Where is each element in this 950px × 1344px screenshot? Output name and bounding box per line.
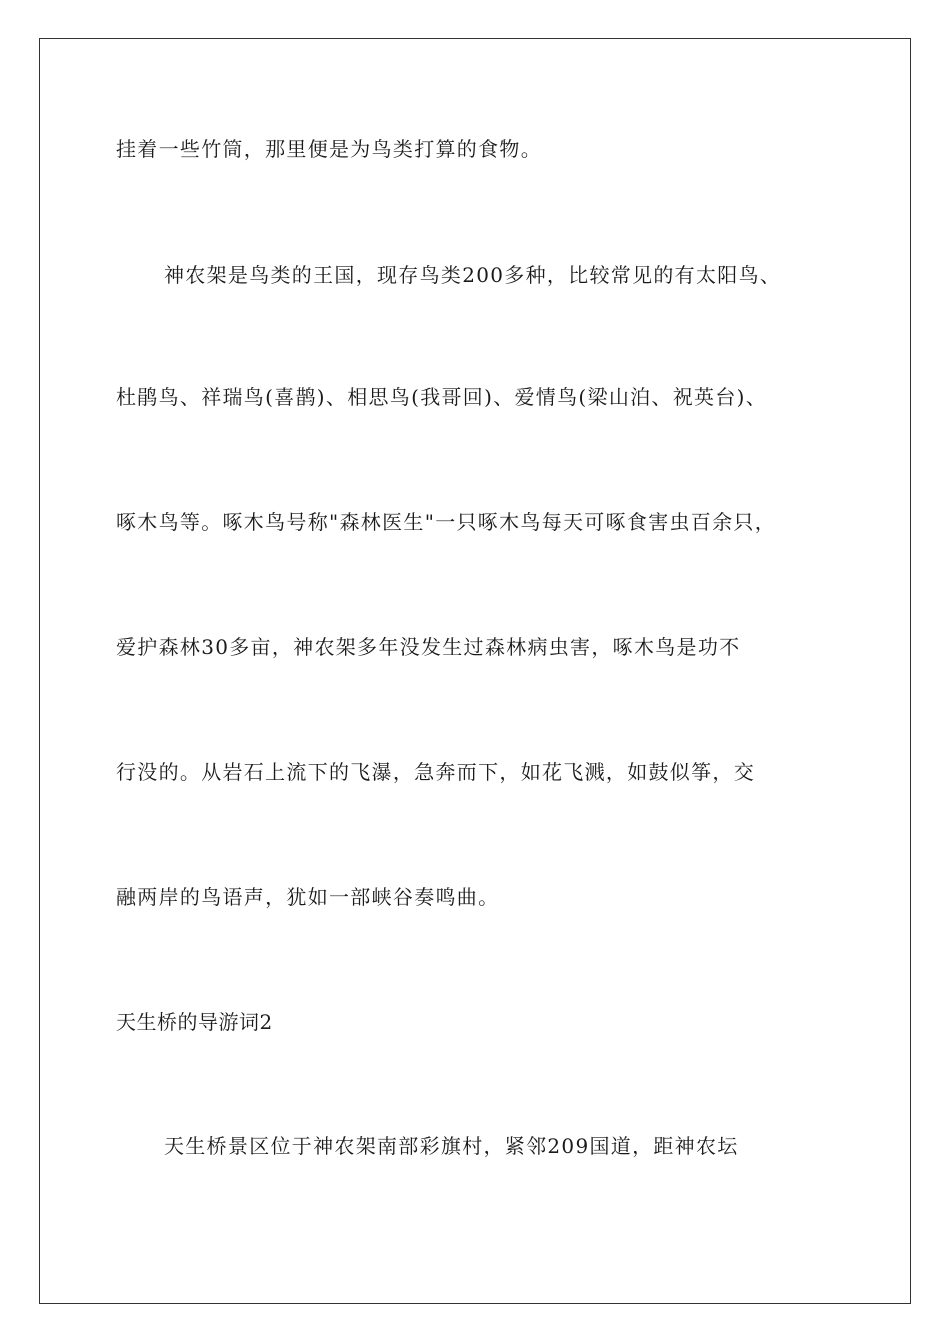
page-border	[39, 38, 911, 1304]
text-line: 爱护森林30多亩，神农架多年没发生过森林病虫害，啄木鸟是功不	[116, 635, 741, 659]
text-line: 挂着一些竹筒，那里便是为鸟类打算的食物。	[116, 137, 542, 161]
text-line: 杜鹃鸟、祥瑞鸟(喜鹊)、相思鸟(我哥回)、爱情鸟(梁山泊、祝英台)、	[116, 385, 768, 409]
paragraph-first-line: 天生桥景区位于神农架南部彩旗村，紧邻209国道，距神农坛	[164, 1134, 739, 1158]
section-heading: 天生桥的导游词2	[116, 1010, 273, 1034]
paragraph-first-line: 神农架是鸟类的王国，现存鸟类200多种，比较常见的有太阳鸟、	[164, 263, 782, 287]
text-line: 行没的。从岩石上流下的飞瀑，急奔而下，如花飞溅，如鼓似筝，交	[116, 760, 755, 784]
text-line: 融两岸的鸟语声，犹如一部峡谷奏鸣曲。	[116, 885, 500, 909]
text-line: 啄木鸟等。啄木鸟号称"森林医生"一只啄木鸟每天可啄食害虫百余只，	[116, 510, 776, 534]
